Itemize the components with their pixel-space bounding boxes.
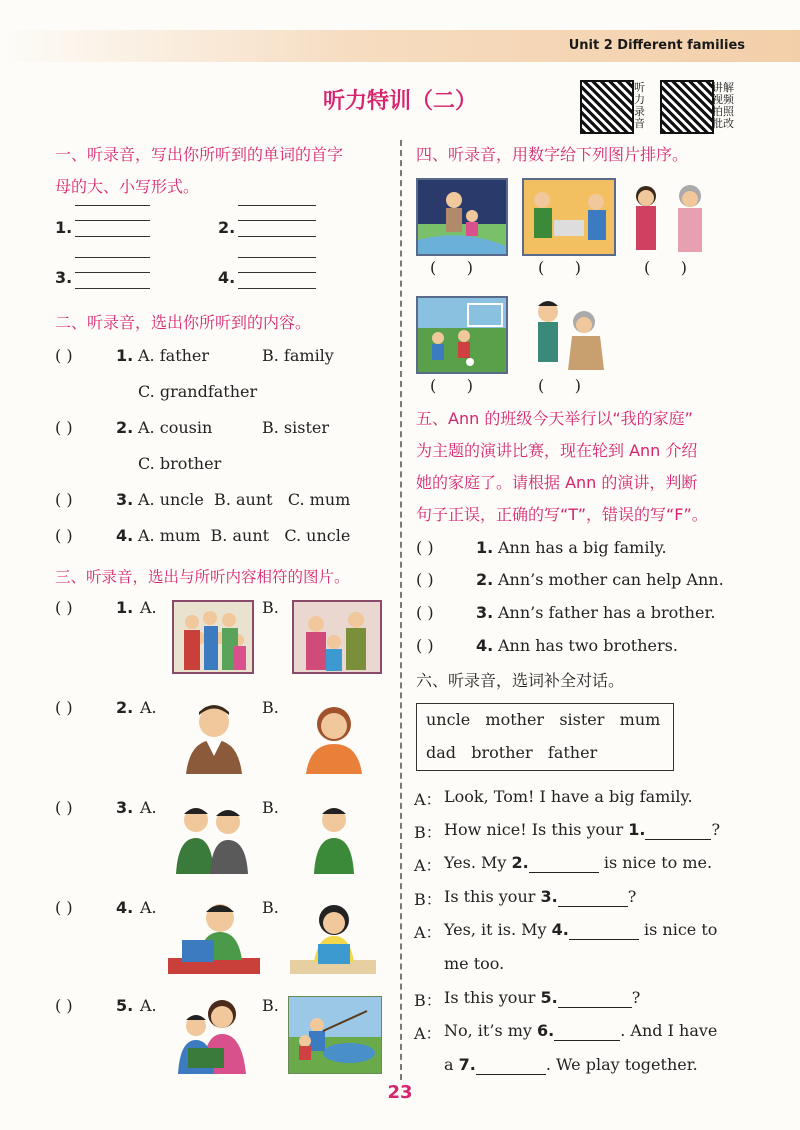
dialogue-line: No, it’s my 6. . And I have — [444, 1021, 718, 1040]
football-icon — [418, 298, 506, 372]
option-b-label: B. — [262, 898, 279, 917]
qr-label-listening: 听力录音 — [634, 81, 645, 130]
question-number: 3. — [116, 798, 134, 817]
option-a-label: A. — [140, 996, 157, 1015]
answer-paren[interactable]: ( ) — [538, 376, 581, 395]
option-b-label: B. — [262, 996, 279, 1015]
family-three-icon — [294, 602, 380, 672]
s1-number-2: 2. — [218, 218, 236, 237]
speaker-b: B： — [414, 890, 442, 909]
speaker-a: A： — [414, 1024, 442, 1043]
question-number: 2. — [476, 570, 494, 589]
question-number: 2. — [116, 698, 134, 717]
reading-girl-icon — [290, 898, 376, 974]
fishing-icon — [289, 997, 381, 1073]
answer-blank[interactable] — [558, 988, 632, 1008]
section5-title-line1: 五、Ann 的班级今天举行以“我的家庭” — [416, 409, 693, 428]
page-number: 23 — [387, 1082, 413, 1103]
option-a-label: A. — [140, 898, 157, 917]
boy-picture[interactable] — [312, 800, 356, 874]
answer-blank[interactable] — [558, 887, 628, 907]
dialogue-line: a 7. . We play together. — [444, 1055, 698, 1074]
question-number: 1. — [116, 346, 134, 365]
boy-reading-picture[interactable] — [168, 898, 260, 974]
statement: Ann’s father has a brother. — [498, 603, 716, 622]
statement: Ann has a big family. — [498, 538, 667, 557]
word-bank-row2: dad brother father — [426, 743, 598, 762]
order-picture-5[interactable] — [524, 296, 608, 372]
question-number: 4. — [116, 526, 134, 545]
answer-paren[interactable]: ( ) — [55, 598, 73, 617]
answer-paren[interactable]: ( ) — [55, 418, 73, 437]
qr-code-video[interactable] — [660, 80, 714, 134]
answer-paren[interactable]: ( ) — [430, 258, 473, 277]
woman-icon — [302, 700, 366, 774]
section5-title-line3: 她的家庭了。请根据 Ann 的演讲，判断 — [416, 473, 698, 492]
answer-paren[interactable]: ( ) — [416, 538, 434, 557]
writing-lines-3[interactable] — [75, 257, 150, 289]
order-picture-3[interactable] — [628, 178, 710, 254]
dialogue-line: Yes, it is. My 4. is nice to — [444, 920, 718, 939]
speaker-a: A： — [414, 856, 442, 875]
dialogue-line: How nice! Is this your 1. ? — [444, 820, 721, 839]
question-number: 4. — [116, 898, 134, 917]
writing-lines-2[interactable] — [238, 205, 316, 237]
option-b: B. sister — [262, 418, 330, 437]
answer-blank[interactable] — [569, 920, 639, 940]
answer-paren[interactable]: ( ) — [55, 346, 73, 365]
answer-paren[interactable]: ( ) — [55, 698, 73, 717]
answer-paren[interactable]: ( ) — [55, 898, 73, 917]
dialogue-line: Is this your 5. ? — [444, 988, 641, 1007]
answer-paren[interactable]: ( ) — [55, 526, 73, 545]
answer-paren[interactable]: ( ) — [644, 258, 687, 277]
option-a: A. cousin — [138, 418, 213, 437]
speaker-a: A： — [414, 923, 442, 942]
question-number: 1. — [116, 598, 134, 617]
column-divider — [400, 140, 402, 1080]
speaker-b: B： — [414, 823, 442, 842]
question-number: 2. — [116, 418, 134, 437]
mother-son-icon — [172, 996, 252, 1074]
reading-boy-icon — [168, 898, 260, 974]
girl-grandma-icon — [628, 178, 710, 254]
question-number: 4. — [476, 636, 494, 655]
man-picture[interactable] — [182, 700, 246, 774]
answer-paren[interactable]: ( ) — [416, 570, 434, 589]
section4-title: 四、听录音，用数字给下列图片排序。 — [416, 145, 689, 164]
answer-paren[interactable]: ( ) — [538, 258, 581, 277]
chess-icon — [524, 180, 614, 254]
options-row: A. uncle B. aunt C. mum — [138, 490, 351, 509]
dialogue-line: Is this your 3. ? — [444, 887, 637, 906]
page-title: 听力特训（二） — [322, 89, 477, 114]
answer-paren[interactable]: ( ) — [55, 996, 73, 1015]
order-picture-4[interactable] — [416, 296, 508, 374]
answer-paren[interactable]: ( ) — [416, 603, 434, 622]
option-a: A. father — [138, 346, 210, 365]
woman-picture[interactable] — [302, 700, 366, 774]
s1-number-4: 4. — [218, 268, 236, 287]
options-row: A. mum B. aunt C. uncle — [138, 526, 351, 545]
answer-blank[interactable] — [645, 820, 711, 840]
question-number: 3. — [476, 603, 494, 622]
grandpa-walk-icon — [418, 180, 506, 254]
big-family-picture[interactable] — [172, 600, 254, 674]
order-picture-1[interactable] — [416, 178, 508, 256]
dialogue-line: Yes. My 2. is nice to me. — [444, 853, 713, 872]
qr-code-listening[interactable] — [580, 80, 634, 134]
fishing-picture[interactable] — [288, 996, 382, 1074]
option-b-label: B. — [262, 598, 279, 617]
s1-number-1: 1. — [55, 218, 73, 237]
section2-title: 二、听录音，选出你所听到的内容。 — [55, 313, 312, 332]
answer-blank[interactable] — [529, 853, 599, 873]
writing-lines-4[interactable] — [238, 257, 316, 289]
section5-title-line2: 为主题的演讲比赛，现在轮到 Ann 介绍 — [416, 441, 698, 460]
answer-paren[interactable]: ( ) — [55, 490, 73, 509]
two-boys-picture[interactable] — [172, 800, 252, 874]
answer-paren[interactable]: ( ) — [416, 636, 434, 655]
answer-paren[interactable]: ( ) — [55, 798, 73, 817]
man-icon — [182, 700, 246, 774]
word-bank-row1: uncle mother sister mum — [426, 710, 661, 729]
writing-lines-1[interactable] — [75, 205, 150, 237]
statement: Ann has two brothers. — [498, 636, 678, 655]
speaker-b: B： — [414, 991, 442, 1010]
boy-icon — [312, 800, 356, 874]
small-family-picture[interactable] — [292, 600, 382, 674]
question-number: 5. — [116, 996, 134, 1015]
qr-label-video: 讲解视频 拍照批改 — [712, 81, 734, 130]
brothers-icon — [172, 800, 252, 874]
option-a-label: A. — [140, 598, 157, 617]
girl-reading-picture[interactable] — [290, 898, 376, 974]
section5-title-line4: 句子正误，正确的写“T”，错误的写“F”。 — [416, 505, 708, 524]
option-b: B. family — [262, 346, 334, 365]
section3-title: 三、听录音，选出与所听内容相符的图片。 — [55, 568, 350, 586]
answer-paren[interactable]: ( ) — [430, 376, 473, 395]
speaker-a: A： — [414, 790, 442, 809]
section6-title: 六、听录音，选词补全对话。 — [416, 671, 625, 690]
question-number: 1. — [476, 538, 494, 557]
order-picture-2[interactable] — [522, 178, 616, 256]
family-group-icon — [174, 602, 252, 672]
answer-blank[interactable] — [476, 1055, 546, 1075]
option-a-label: A. — [140, 698, 157, 717]
statement: Ann’s mother can help Ann. — [498, 570, 724, 589]
unit-title: Unit 2 Different families — [568, 38, 745, 53]
option-a-label: A. — [140, 798, 157, 817]
answer-blank[interactable] — [554, 1021, 620, 1041]
dialogue-line: Look, Tom! I have a big family. — [444, 787, 693, 806]
dialogue-line-continued: me too. — [444, 954, 505, 973]
option-b-label: B. — [262, 698, 279, 717]
help-grandpa-icon — [524, 296, 608, 372]
s1-number-3: 3. — [55, 268, 73, 287]
option-c: C. brother — [138, 454, 222, 473]
question-number: 3. — [116, 490, 134, 509]
section1-title-line2: 母的大、小写形式。 — [55, 177, 200, 196]
mother-son-picture[interactable] — [172, 996, 252, 1074]
section1-title-line1: 一、听录音，写出你所听到的单词的首字 — [55, 145, 344, 164]
option-b-label: B. — [262, 798, 279, 817]
option-c: C. grandfather — [138, 382, 258, 401]
